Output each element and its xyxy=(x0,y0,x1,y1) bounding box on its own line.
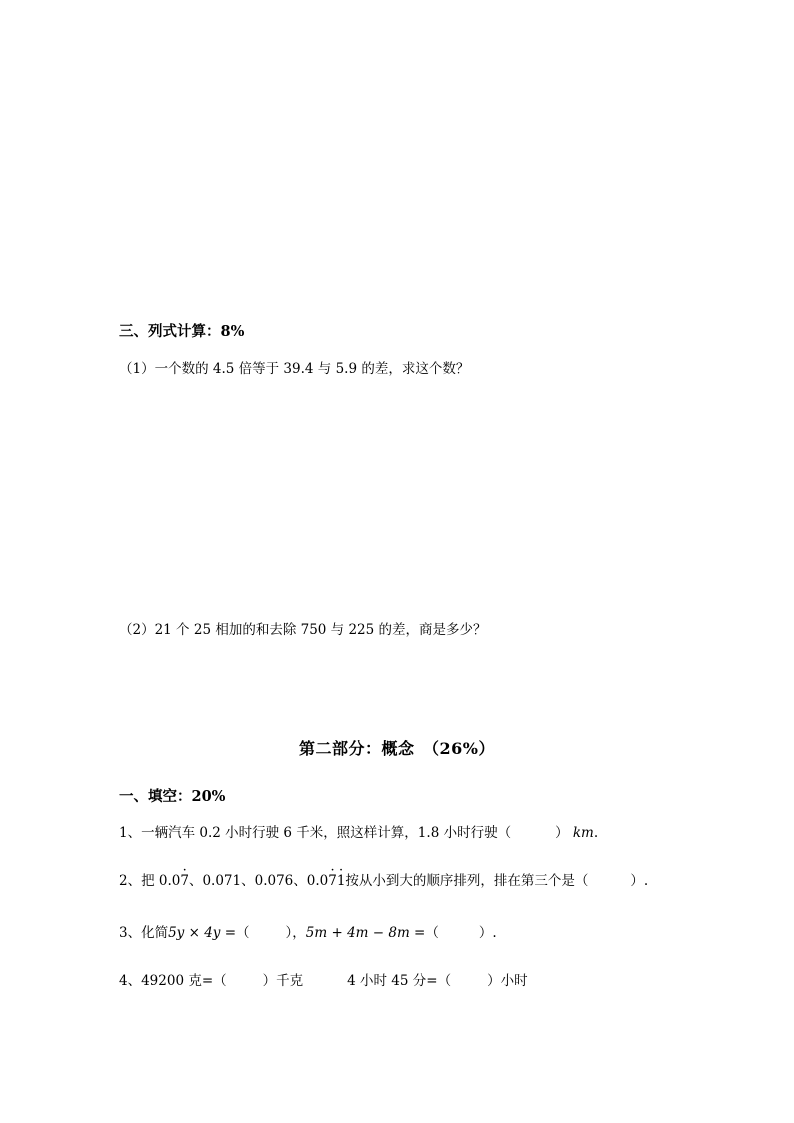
expression-2: 5m + 4m − 8m = xyxy=(305,925,426,941)
fill-q4-b: ）千克 xyxy=(262,973,304,989)
fill-q3-open1: （ xyxy=(236,925,250,941)
fill-q3-close1: ）， xyxy=(285,925,306,941)
repeating-digit-1: · 1 xyxy=(337,873,346,889)
fill-question-3 xyxy=(119,925,497,941)
fill-question-4 xyxy=(119,973,528,989)
fill-question-2 xyxy=(119,873,648,889)
question-calc-2: （2）21 个 25 相加的和去除 750 与 225 的差，商是多少？ xyxy=(119,622,487,638)
fill-q2-list: 、0.071、0.076、0.0 xyxy=(188,873,329,889)
unit-km: km xyxy=(572,825,594,841)
expression-1: 5y × 4y = xyxy=(168,925,237,941)
fill-question-1 xyxy=(119,825,598,841)
fill-q2-text: 按从小到大的顺序排列，排在第三个是（ xyxy=(345,873,589,889)
section-heading-calc: 三、列式计算：8% xyxy=(119,323,245,340)
fill-q4-d: ）小时 xyxy=(487,973,528,989)
repeating-digit-7b: · 7 xyxy=(328,873,337,889)
fill-q1-close: ） xyxy=(555,825,569,841)
fill-q4-c: 4 小时 45 分=（ xyxy=(347,973,452,989)
fill-q4-a: 4、49200 克=（ xyxy=(119,973,227,989)
fill-q3-open2: （ xyxy=(425,925,439,941)
section-heading-fill: 一、填空：20% xyxy=(119,788,226,805)
part-title: 第二部分：概念 （26%） xyxy=(299,739,495,758)
fill-q3-lead: 3、化简 xyxy=(119,925,169,941)
fill-q1-end: . xyxy=(593,825,599,841)
question-calc-1: （1）一个数的 4.5 倍等于 39.4 与 5.9 的差，求这个数？ xyxy=(119,361,470,377)
fill-q2-lead: 2、把 0.0 xyxy=(119,873,181,889)
fill-q3-close2: ）. xyxy=(478,925,497,941)
repeating-digit-7a: · 7 xyxy=(180,873,189,889)
fill-q1-text: 1、一辆汽车 0.2 小时行驶 6 千米，照这样计算，1.8 小时行驶（ xyxy=(119,825,512,841)
fill-q2-close: ）. xyxy=(630,873,649,889)
